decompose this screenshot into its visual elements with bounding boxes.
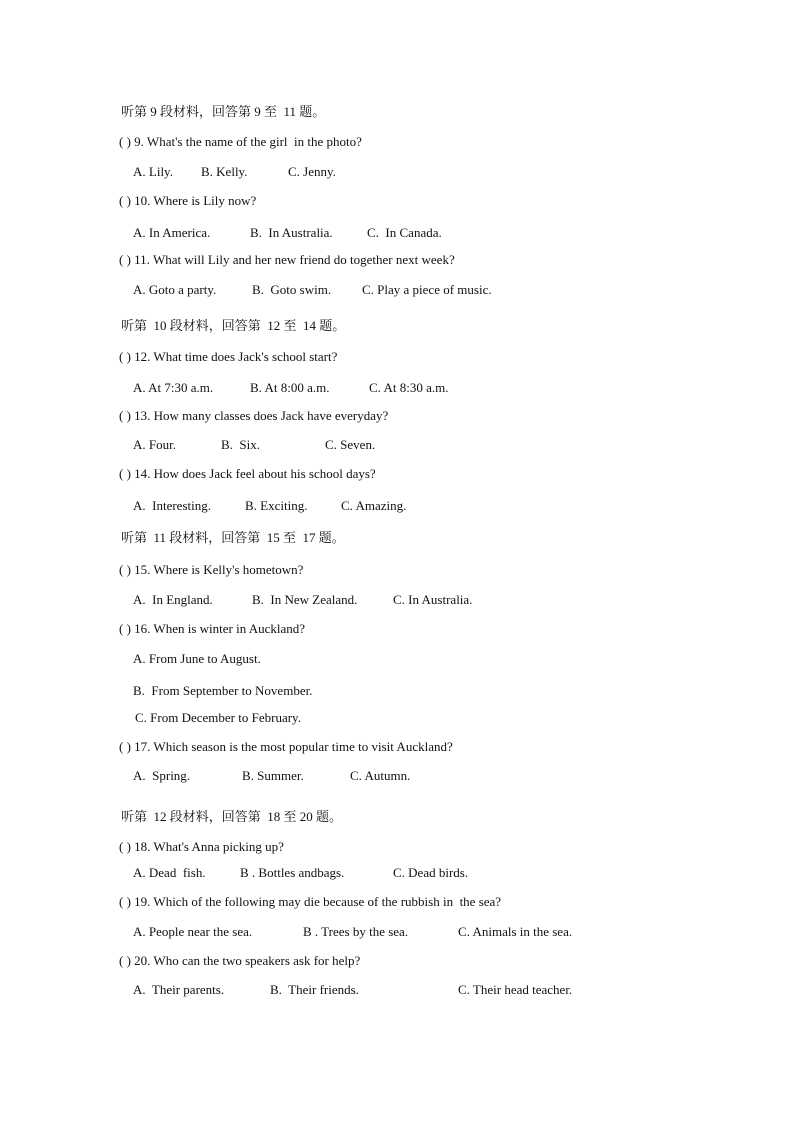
question-15-stem: ( ) 15. Where is Kelly's hometown?: [119, 562, 304, 577]
question-16-stem: ( ) 16. When is winter in Auckland?: [119, 621, 306, 636]
question-20-option-c: C. Their head teacher.: [458, 982, 573, 997]
question-15-option-a: A. In England.: [133, 592, 213, 607]
question-14-option-a: A. Interesting.: [133, 498, 211, 513]
question-19-option-b: B . Trees by the sea.: [303, 924, 409, 939]
question-18-option-c: C. Dead birds.: [393, 865, 469, 880]
question-20-stem: ( ) 20. Who can the two speakers ask for help?: [119, 953, 361, 968]
question-16-option-b: B. From September to November.: [133, 683, 313, 698]
question-19-stem: ( ) 19. Which of the following may die because of the rubbish in the sea?: [119, 894, 502, 909]
question-11-option-c: C. Play a piece of music.: [362, 282, 492, 297]
question-10-option-b: B. In Australia.: [250, 225, 333, 240]
question-13-option-c: C. Seven.: [325, 437, 376, 452]
question-18-option-b: B . Bottles andbags.: [240, 865, 345, 880]
section-header: 听第 10 段材料，回答第 12 至 14 题。: [121, 318, 346, 333]
section-header: 听第 12 段材料，回答第 18 至 20 题。: [121, 809, 343, 824]
question-13-option-a: A. Four.: [133, 437, 176, 452]
question-17-option-c: C. Autumn.: [350, 768, 411, 783]
question-18-stem: ( ) 18. What's Anna picking up?: [119, 839, 284, 854]
question-20-option-b: B. Their friends.: [270, 982, 359, 997]
question-14-option-b: B. Exciting.: [245, 498, 308, 513]
question-12-option-a: A. At 7:30 a.m.: [133, 380, 214, 395]
question-20-option-a: A. Their parents.: [133, 982, 225, 997]
question-14-stem: ( ) 14. How does Jack feel about his school days?: [119, 466, 376, 481]
question-19-option-a: A. People near the sea.: [133, 924, 253, 939]
section-header: 听第 9 段材料，回答第 9 至 11 题。: [121, 104, 326, 119]
question-15-option-c: C. In Australia.: [393, 592, 473, 607]
question-10-option-a: A. In America.: [133, 225, 211, 240]
question-15-option-b: B. In New Zealand.: [252, 592, 358, 607]
question-13-stem: ( ) 13. How many classes does Jack have everyday?: [119, 408, 389, 423]
section-header: 听第 11 段材料，回答第 15 至 17 题。: [121, 530, 345, 545]
question-14-option-c: C. Amazing.: [341, 498, 407, 513]
question-11-stem: ( ) 11. What will Lily and her new friend do together next week?: [119, 252, 455, 267]
question-11-option-b: B. Goto swim.: [252, 282, 332, 297]
question-9-option-a: A. Lily.: [133, 164, 173, 179]
question-16-option-c: C. From December to February.: [135, 710, 301, 725]
question-18-option-a: A. Dead fish.: [133, 865, 206, 880]
question-10-option-c: C. In Canada.: [367, 225, 442, 240]
question-19-option-c: C. Animals in the sea.: [458, 924, 573, 939]
question-12-option-b: B. At 8:00 a.m.: [250, 380, 330, 395]
question-9-stem: ( ) 9. What's the name of the girl in the photo?: [119, 134, 362, 149]
question-13-option-b: B. Six.: [221, 437, 261, 452]
question-12-stem: ( ) 12. What time does Jack's school start?: [119, 349, 338, 364]
question-9-option-b: B. Kelly.: [201, 164, 248, 179]
question-17-option-a: A. Spring.: [133, 768, 191, 783]
question-12-option-c: C. At 8:30 a.m.: [369, 380, 449, 395]
question-17-stem: ( ) 17. Which season is the most popular time to visit Auckland?: [119, 739, 453, 754]
question-11-option-a: A. Goto a party.: [133, 282, 217, 297]
question-9-option-c: C. Jenny.: [288, 164, 336, 179]
question-10-stem: ( ) 10. Where is Lily now?: [119, 193, 257, 208]
question-16-option-a: A. From June to August.: [133, 651, 261, 666]
question-17-option-b: B. Summer.: [242, 768, 304, 783]
